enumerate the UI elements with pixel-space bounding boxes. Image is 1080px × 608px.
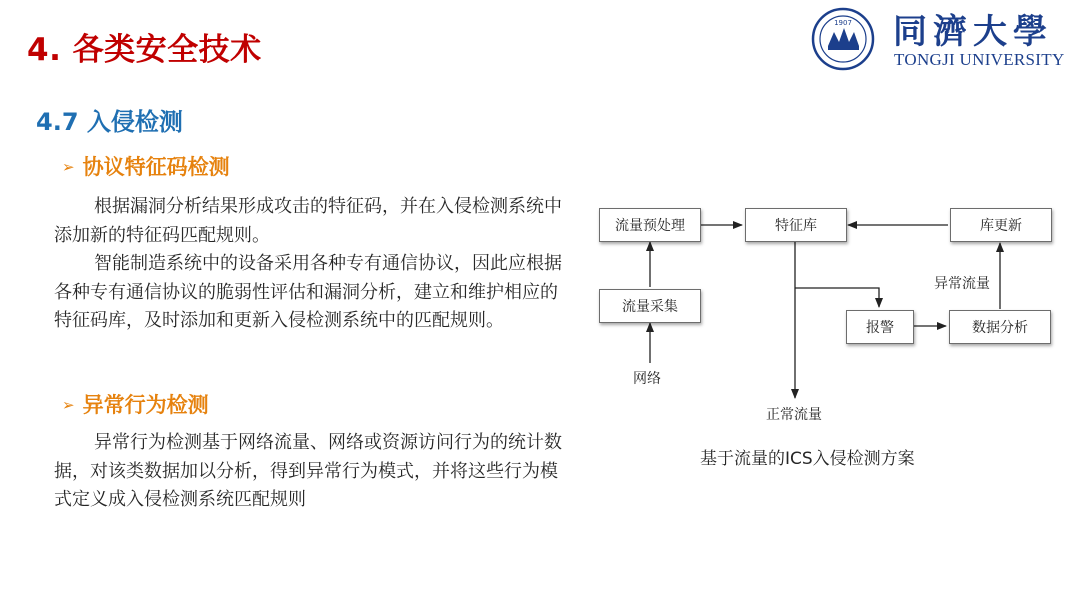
section-title: 4.7 入侵检测 <box>36 108 183 136</box>
node-library-update: 库更新 <box>950 208 1052 242</box>
diagram-caption: 基于流量的ICS入侵检测方案 <box>700 449 915 469</box>
node-traffic-collection: 流量采集 <box>599 289 701 323</box>
label-network: 网络 <box>633 371 661 387</box>
node-feature-library: 特征库 <box>745 208 847 242</box>
slide-title: 4. 各类安全技术 <box>27 32 262 68</box>
anomaly-description <box>54 429 574 515</box>
label-abnormal-traffic: 异常流量 <box>934 276 990 292</box>
ics-intrusion-detection-diagram <box>590 195 1070 430</box>
arrow-bullet-icon: ➢ <box>62 396 75 414</box>
bullet-heading-text: 异常行为检测 <box>82 393 209 417</box>
node-alarm: 报警 <box>846 310 914 344</box>
node-data-analysis: 数据分析 <box>949 310 1051 344</box>
svg-text:1907: 1907 <box>834 19 852 27</box>
arrow-bullet-icon: ➢ <box>62 158 75 176</box>
protocol-description <box>54 193 574 336</box>
bullet-heading-protocol <box>62 151 230 181</box>
node-traffic-preprocess: 流量预处理 <box>599 208 701 242</box>
paragraph: 智能制造系统中的设备采用各种专有通信协议，因此应根据各种专有通信协议的脆弱性评估和漏洞分析，建立和维护相应的特征码库，及时添加和更新入侵检测系统中的匹配规则。 <box>54 253 562 331</box>
logo-english-name: TONGJI UNIVERSITY <box>894 50 1065 69</box>
paragraph: 异常行为检测基于网络流量、网络或资源访问行为的统计数据，对该类数据加以分析，得到异常行为模式，并将这些行为模式定义成入侵检测系统匹配规则 <box>54 432 562 510</box>
bullet-heading-anomaly <box>62 389 209 419</box>
paragraph: 根据漏洞分析结果形成攻击的特征码，并在入侵检测系统中添加新的特征码匹配规则。 <box>54 196 562 246</box>
label-normal-traffic: 正常流量 <box>766 407 822 423</box>
logo-chinese-name: 同濟大學 <box>893 12 1053 52</box>
bullet-heading-text: 协议特征码检测 <box>82 155 230 179</box>
